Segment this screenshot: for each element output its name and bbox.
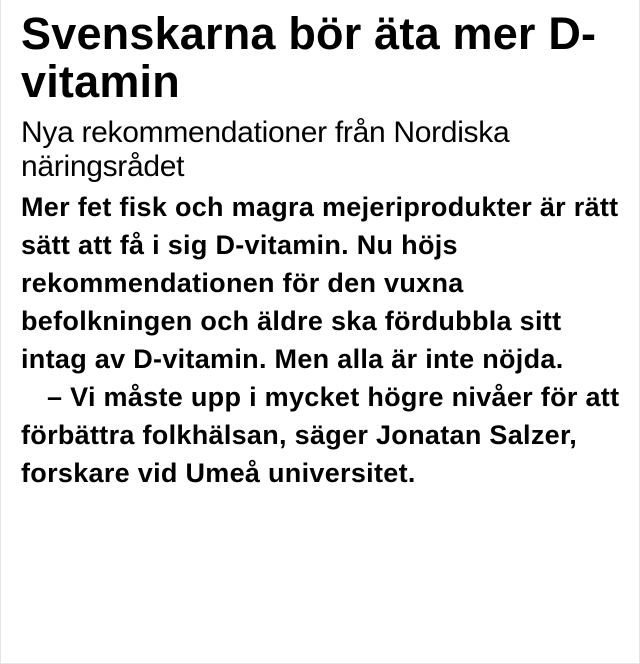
article-quote-paragraph: – Vi måste upp i mycket högre nivåer för att förbättra folkhälsan, säger Jonatan Salzer, forskare vid Umeå universitet.	[21, 382, 620, 488]
article-body	[21, 188, 627, 492]
article-headline: Svenskarna bör äta mer D-vitamin	[21, 8, 597, 107]
article-subheadline: Nya rekommendationer från Nordiska näringsrådet	[21, 116, 510, 183]
article-lead-paragraph: Mer fet fisk och magra mejeriprodukter är rätt sätt att få i sig D-vitamin. Nu höjs rekommendationen för den vuxna befolkningen och äldre ska fördubbla sitt intag av D-vitamin. Men alla är inte nöjda.	[21, 192, 619, 374]
